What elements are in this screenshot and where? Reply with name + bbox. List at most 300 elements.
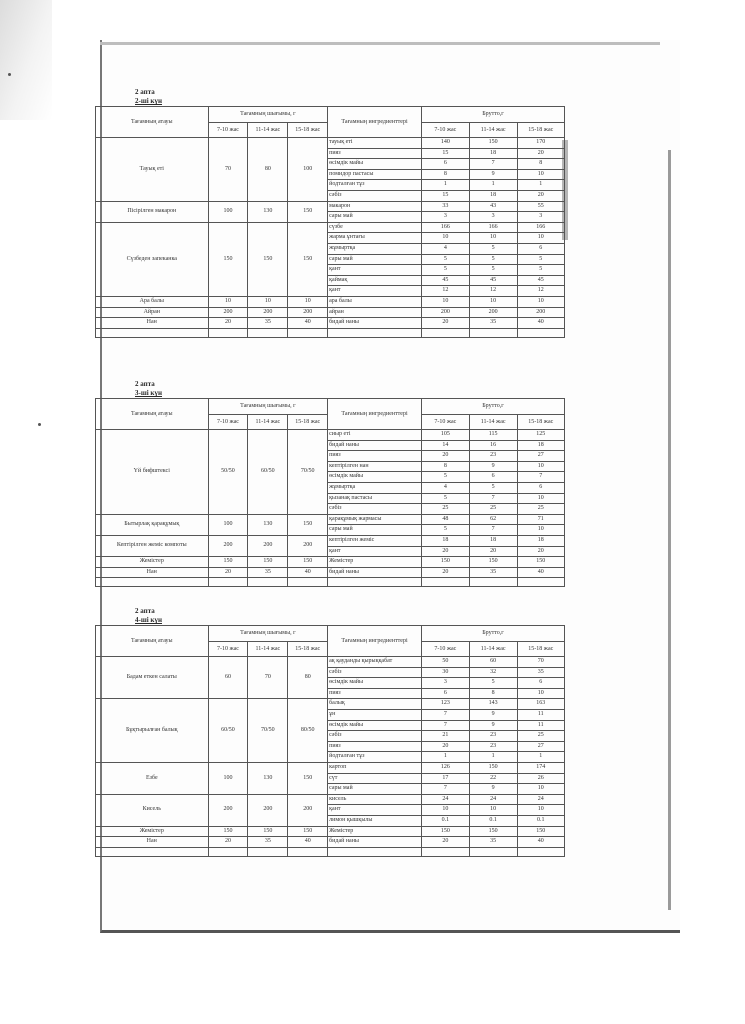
brutto-value: 5 [421,472,469,483]
dish-name: Кептірілген жеміс компоты [96,535,209,556]
brutto-value: 5 [421,493,469,504]
brutto-value: 18 [469,535,517,546]
ingredient-name: балық [328,699,422,710]
day-menu-block [95,380,565,587]
brutto-value: 20 [421,837,469,848]
brutto-value: 4 [421,482,469,493]
brutto-value: 20 [421,318,469,329]
dish-output: 130 [248,514,288,535]
table-row [96,138,565,149]
scan-speck [8,73,11,76]
ingredient-name: сары май [328,525,422,536]
header-age-brutto: 11-14 жас [469,122,517,138]
header-age-output: 11-14 жас [248,122,288,138]
header-ingredients: Тағамның ингредиенттері [328,399,422,430]
brutto-value: 23 [469,451,517,462]
table-row [96,837,565,848]
brutto-value: 70 [517,657,564,668]
header-age-output: 7-10 жас [208,122,248,138]
brutto-value: 10 [517,805,564,816]
scan-edge-mark [668,150,671,910]
dish-output: 150 [288,826,328,837]
brutto-value: 6 [517,678,564,689]
ingredient-name: кептірілген нан [328,461,422,472]
brutto-value: 1 [469,752,517,763]
header-age-brutto: 15-18 жас [517,414,564,430]
header-age-brutto: 7-10 жас [421,414,469,430]
brutto-value: 48 [421,514,469,525]
table-row [96,557,565,568]
brutto-value: 7 [421,709,469,720]
dish-name: Ара балы [96,296,209,307]
brutto-value: 20 [421,567,469,578]
brutto-value: 5 [469,482,517,493]
brutto-value: 11 [517,709,564,720]
ingredient-name: сиыр еті [328,430,422,441]
ingredient-name: сары май [328,784,422,795]
dish-output: 70/50 [288,430,328,515]
menu-table [95,106,565,338]
header-age-brutto: 15-18 жас [517,641,564,657]
ingredient-name: ара балы [328,296,422,307]
brutto-value: 45 [421,275,469,286]
ingredient-name: сүт [328,773,422,784]
empty-row [96,328,565,337]
dish-name: Бытырлақ қарақұмық [96,514,209,535]
empty-cell [517,328,564,337]
ingredient-name: қант [328,546,422,557]
header-age-output: 11-14 жас [248,414,288,430]
dish-output: 80 [288,657,328,699]
brutto-value: 140 [421,138,469,149]
table-row [96,430,565,441]
empty-cell [288,578,328,587]
sheet-top-edge [100,42,660,45]
brutto-value: 24 [517,794,564,805]
brutto-value: 18 [469,190,517,201]
brutto-value: 5 [469,243,517,254]
dish-output: 20 [208,837,248,848]
brutto-value: 166 [517,222,564,233]
brutto-value: 25 [517,731,564,742]
brutto-value: 12 [517,286,564,297]
day-menu-block [95,88,565,338]
empty-cell [248,847,288,856]
dish-output: 20 [208,567,248,578]
day-label: 2-ші күн [135,97,163,105]
brutto-value: 20 [517,190,564,201]
dish-output: 200 [288,535,328,556]
brutto-value: 3 [421,678,469,689]
brutto-value: 7 [421,720,469,731]
brutto-value: 3 [421,212,469,223]
dish-output: 150 [288,762,328,794]
dish-name: Үй бифштексі [96,430,209,515]
dish-output: 100 [288,138,328,202]
brutto-value: 123 [421,699,469,710]
brutto-value: 10 [517,784,564,795]
dish-output: 150 [288,201,328,222]
dish-output: 70/50 [248,699,288,763]
brutto-value: 9 [469,784,517,795]
brutto-value: 9 [469,169,517,180]
brutto-value: 25 [421,504,469,515]
brutto-value: 45 [517,275,564,286]
empty-cell [469,578,517,587]
brutto-value: 10 [517,688,564,699]
brutto-value: 3 [517,212,564,223]
ingredient-name: пияз [328,741,422,752]
dish-output: 130 [248,201,288,222]
dish-name: Пісірілген макарон [96,201,209,222]
ingredient-name: бидай наны [328,440,422,451]
dish-output: 60/50 [248,430,288,515]
dish-output: 80 [248,138,288,202]
brutto-value: 200 [421,307,469,318]
brutto-value: 40 [517,837,564,848]
empty-cell [421,328,469,337]
dish-output: 35 [248,318,288,329]
brutto-value: 6 [517,243,564,254]
ingredient-name: пияз [328,148,422,159]
header-age-output: 15-18 жас [288,414,328,430]
brutto-value: 150 [421,826,469,837]
dish-output: 60/50 [208,699,248,763]
header-age-output: 15-18 жас [288,122,328,138]
brutto-value: 200 [469,307,517,318]
dish-name: Жемістер [96,557,209,568]
header-age-brutto: 11-14 жас [469,414,517,430]
brutto-value: 35 [469,318,517,329]
brutto-value: 35 [469,837,517,848]
ingredient-name: сәбіз [328,667,422,678]
ingredient-name: Жемістер [328,557,422,568]
header-brutto: Брутто,г [421,107,564,123]
empty-cell [208,578,248,587]
header-age-brutto: 15-18 жас [517,122,564,138]
table-row [96,296,565,307]
ingredient-name: қант [328,805,422,816]
dish-name: Кисель [96,794,209,826]
brutto-value: 6 [421,159,469,170]
brutto-value: 10 [517,296,564,307]
brutto-value: 10 [421,296,469,307]
dish-output: 80/50 [288,699,328,763]
brutto-value: 10 [517,525,564,536]
ingredient-name: бидай наны [328,837,422,848]
empty-cell [96,578,209,587]
header-age-output: 15-18 жас [288,641,328,657]
ingredient-name: жарма ұнтағы [328,233,422,244]
brutto-value: 20 [517,148,564,159]
brutto-value: 20 [421,741,469,752]
ingredient-name: помидор пастасы [328,169,422,180]
brutto-value: 5 [469,254,517,265]
dish-name: Нан [96,567,209,578]
brutto-value: 6 [421,688,469,699]
brutto-value: 10 [517,169,564,180]
ingredient-name: пияз [328,688,422,699]
brutto-value: 9 [469,461,517,472]
brutto-value: 1 [421,180,469,191]
ingredient-name: Жемістер [328,826,422,837]
table-header-row [96,626,565,642]
brutto-value: 4 [421,243,469,254]
ingredient-name: өсімдік майы [328,720,422,731]
brutto-value: 18 [469,148,517,159]
brutto-value: 8 [421,169,469,180]
ingredient-name: сары май [328,212,422,223]
brutto-value: 170 [517,138,564,149]
empty-row [96,578,565,587]
header-age-output: 7-10 жас [208,414,248,430]
brutto-value: 18 [517,440,564,451]
brutto-value: 200 [517,307,564,318]
dish-name: Тауық еті [96,138,209,202]
dish-output: 150 [248,826,288,837]
brutto-value: 10 [517,461,564,472]
brutto-value: 45 [469,275,517,286]
brutto-value: 115 [469,430,517,441]
table-row [96,318,565,329]
dish-output: 150 [248,557,288,568]
dish-output: 200 [208,535,248,556]
header-ingredients: Тағамның ингредиенттері [328,107,422,138]
brutto-value: 20 [421,546,469,557]
ingredient-name: тауық еті [328,138,422,149]
dish-name: Жемістер [96,826,209,837]
dish-output: 70 [208,138,248,202]
brutto-value: 150 [469,762,517,773]
brutto-value: 10 [517,493,564,504]
ingredient-name: бидай наны [328,567,422,578]
ingredient-name: макарон [328,201,422,212]
header-age-brutto: 11-14 жас [469,641,517,657]
brutto-value: 62 [469,514,517,525]
header-age-brutto: 7-10 жас [421,122,469,138]
table-header-row [96,399,565,415]
brutto-value: 166 [421,222,469,233]
dish-name: Бадам еткен салаты [96,657,209,699]
header-age-brutto: 7-10 жас [421,641,469,657]
day-label: 3-ші күн [135,389,163,397]
brutto-value: 43 [469,201,517,212]
brutto-value: 1 [421,752,469,763]
brutto-value: 150 [517,557,564,568]
brutto-value: 6 [469,472,517,483]
empty-cell [96,328,209,337]
brutto-value: 35 [469,567,517,578]
ingredient-name: қызанақ пастасы [328,493,422,504]
table-row [96,535,565,546]
brutto-value: 20 [517,546,564,557]
brutto-value: 23 [469,741,517,752]
scan-speck [38,423,41,426]
week-label: 2 апта [135,88,155,96]
ingredient-name: сүзбе [328,222,422,233]
ingredient-name: йодталған тұз [328,180,422,191]
brutto-value: 27 [517,741,564,752]
brutto-value: 3 [469,212,517,223]
brutto-value: 25 [517,504,564,515]
ingredient-name: картоп [328,762,422,773]
brutto-value: 14 [421,440,469,451]
brutto-value: 7 [469,525,517,536]
empty-cell [248,578,288,587]
ingredient-name: лимон қышқылы [328,815,422,826]
ingredient-name: өсімдік майы [328,159,422,170]
empty-cell [421,847,469,856]
header-output: Тағамның шығымы, г [208,399,328,415]
brutto-value: 11 [517,720,564,731]
dish-output: 200 [208,307,248,318]
dish-output: 200 [288,794,328,826]
brutto-value: 125 [517,430,564,441]
dish-output: 150 [208,222,248,296]
dish-output: 150 [208,826,248,837]
brutto-value: 143 [469,699,517,710]
brutto-value: 40 [517,567,564,578]
brutto-value: 21 [421,731,469,742]
brutto-value: 7 [421,784,469,795]
dish-name: Езбе [96,762,209,794]
menu-table [95,625,565,857]
ingredient-name: кисель [328,794,422,805]
brutto-value: 30 [421,667,469,678]
brutto-value: 5 [421,254,469,265]
empty-cell [248,328,288,337]
dish-output: 150 [248,222,288,296]
dish-output: 100 [208,762,248,794]
empty-cell [328,328,422,337]
brutto-value: 126 [421,762,469,773]
ingredient-name: сәбіз [328,190,422,201]
brutto-value: 0.1 [421,815,469,826]
dish-output: 10 [208,296,248,307]
dish-output: 10 [248,296,288,307]
dish-output: 20 [208,318,248,329]
empty-cell [96,847,209,856]
ingredient-name: қант [328,265,422,276]
brutto-value: 23 [469,731,517,742]
brutto-value: 5 [469,265,517,276]
empty-cell [208,328,248,337]
table-header-row [96,107,565,123]
dish-output: 150 [288,557,328,568]
brutto-value: 174 [517,762,564,773]
brutto-value: 55 [517,201,564,212]
brutto-value: 32 [469,667,517,678]
brutto-value: 10 [421,233,469,244]
dish-output: 35 [248,567,288,578]
brutto-value: 15 [421,148,469,159]
brutto-value: 25 [469,504,517,515]
ingredient-name: бидай наны [328,318,422,329]
brutto-value: 7 [517,472,564,483]
dish-output: 200 [248,307,288,318]
dish-output: 60 [208,657,248,699]
dish-output: 200 [248,794,288,826]
header-output: Тағамның шығымы, г [208,107,328,123]
dish-output: 35 [248,837,288,848]
dish-output: 40 [288,318,328,329]
menu-table [95,398,565,587]
header-dish-name: Тағамның атауы [96,626,209,657]
ingredient-name: сәбіз [328,504,422,515]
ingredient-name: қаймақ [328,275,422,286]
dish-output: 10 [288,296,328,307]
table-row [96,762,565,773]
brutto-value: 33 [421,201,469,212]
table-row [96,514,565,525]
dish-name: Айран [96,307,209,318]
dish-name: Сүзбеден запеканка [96,222,209,296]
brutto-value: 163 [517,699,564,710]
ingredient-name: қарақұмық жармасы [328,514,422,525]
brutto-value: 27 [517,451,564,462]
empty-cell [208,847,248,856]
dish-output: 100 [208,514,248,535]
dish-output: 50/50 [208,430,248,515]
brutto-value: 50 [421,657,469,668]
day-label: 4-ші күн [135,616,163,624]
brutto-value: 5 [421,265,469,276]
empty-cell [469,328,517,337]
table-row [96,826,565,837]
dish-output: 70 [248,657,288,699]
brutto-value: 10 [469,805,517,816]
brutto-value: 17 [421,773,469,784]
brutto-value: 26 [517,773,564,784]
brutto-value: 7 [469,493,517,504]
header-dish-name: Тағамның атауы [96,399,209,430]
brutto-value: 35 [517,667,564,678]
brutto-value: 10 [517,233,564,244]
brutto-value: 0.1 [469,815,517,826]
dish-output: 40 [288,837,328,848]
empty-cell [328,578,422,587]
dish-output: 200 [288,307,328,318]
dish-output: 150 [288,514,328,535]
brutto-value: 150 [421,557,469,568]
ingredient-name: өсімдік майы [328,472,422,483]
header-dish-name: Тағамның атауы [96,107,209,138]
brutto-value: 12 [421,286,469,297]
dish-output: 200 [208,794,248,826]
empty-cell [469,847,517,856]
brutto-value: 15 [421,190,469,201]
empty-cell [517,578,564,587]
brutto-value: 105 [421,430,469,441]
brutto-value: 5 [517,265,564,276]
dish-output: 200 [248,535,288,556]
ingredient-name: ақ қауданды қырыққабат [328,657,422,668]
brutto-value: 12 [469,286,517,297]
dish-output: 150 [208,557,248,568]
empty-row [96,847,565,856]
empty-cell [288,847,328,856]
brutto-value: 9 [469,720,517,731]
brutto-value: 1 [469,180,517,191]
brutto-value: 24 [469,794,517,805]
table-row [96,567,565,578]
ingredient-name: жұмыртқа [328,482,422,493]
dish-output: 130 [248,762,288,794]
brutto-value: 5 [517,254,564,265]
brutto-value: 166 [469,222,517,233]
brutto-value: 71 [517,514,564,525]
empty-cell [328,847,422,856]
